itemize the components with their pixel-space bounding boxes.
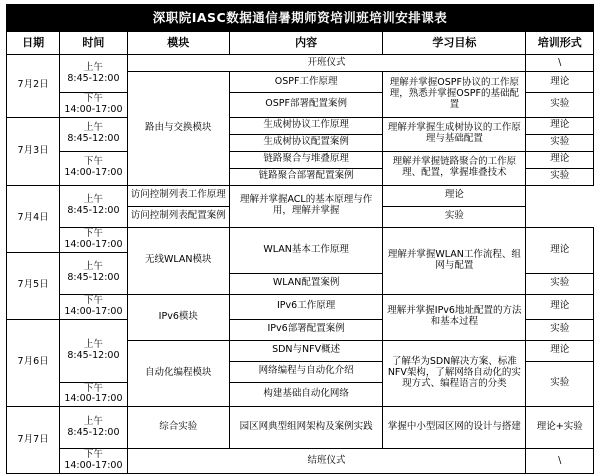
time-period-label: 下午 [83,382,103,394]
date-cell-0707: 7月7日 [7,407,60,474]
content-cell: SDN与NFV概述 [229,340,382,361]
goal-cell: 理解并掌握ACL的基本原理与作用，理解并掌握 [229,185,382,227]
table-header-row [7,32,594,55]
column-header-date: 日期 [7,32,60,55]
table-row [7,407,594,428]
table-row [7,294,594,319]
content-cell: 生成树协议工作原理 [229,117,382,134]
table-row [7,185,594,206]
content-cell: IPv6工作原理 [229,294,382,319]
time-cell-am [60,252,127,294]
format-cell: \ [526,55,594,72]
format-cell: 理论 [526,117,594,134]
content-cell: WLAN基本工作原理 [229,227,382,273]
content-cell: 网络编程与自动化介绍 [229,361,382,382]
format-cell: 理论 [526,151,594,168]
table-row [7,117,594,134]
content-cell: OSPF工作原理 [229,72,382,93]
format-cell: \ [526,449,594,474]
column-header-module: 模块 [127,32,229,55]
format-cell: 实验 [526,361,594,407]
time-cell-pm [60,227,127,252]
column-header-content: 内容 [229,32,382,55]
time-period-label: 下午 [83,93,103,104]
time-hours-label: 14:00-17:00 [64,460,123,472]
date-cell-0704: 7月4日 [7,185,60,252]
time-period-label: 下午 [83,156,103,168]
format-cell: 实验 [526,168,594,185]
module-cell-automation: 自动化编程模块 [127,340,229,407]
goal-cell: 理解并掌握IPv6地址配置的方法和基本过程 [383,294,526,340]
column-header-format: 培训形式 [526,32,594,55]
module-cell-routing-switching: 路由与交换模块 [127,72,229,186]
content-cell: 生成树协议配置案例 [229,134,382,151]
content-cell: 链路聚合与堆叠原理 [229,151,382,168]
page-title: 深职院IASC数据通信暑期师资培训班培训安排课表 [6,4,594,31]
module-cell-comprehensive: 综合实验 [127,407,229,449]
format-cell: 理论 [526,294,594,319]
time-hours-label: 8:45-12:00 [67,205,120,217]
time-period-label: 上午 [83,61,103,73]
time-hours-label: 8:45-12:00 [67,349,120,361]
time-period-label: 下午 [83,294,103,306]
time-period-label: 下午 [83,449,103,461]
time-hours-label: 8:45-12:00 [67,72,120,84]
date-cell-0703: 7月3日 [7,117,60,185]
time-cell-am [60,319,127,382]
time-period-label: 上午 [83,338,103,350]
time-cell-am [60,55,127,93]
column-header-goal: 学习目标 [383,32,526,55]
table-row [7,449,594,474]
time-hours-label: 14:00-17:00 [64,393,123,405]
content-cell: 链路聚合部署配置案例 [229,168,382,185]
time-period-label: 上午 [83,261,103,273]
time-cell-am [60,117,127,151]
time-hours-label: 8:45-12:00 [67,426,120,438]
goal-cell: 理解并掌握链路聚合的工作原理、配置，掌握堆叠技术 [383,151,526,185]
table-header [7,32,594,55]
time-hours-label: 14:00-17:00 [64,305,123,317]
content-cell: 构建基础自动化网络 [229,382,382,407]
format-cell: 理论 [383,185,526,206]
module-cell-wlan: 无线WLAN模块 [127,227,229,294]
opening-ceremony-cell: 开班仪式 [127,55,526,72]
format-cell: 理论 [526,340,594,361]
time-period-label: 上午 [83,194,103,206]
table-row [7,151,594,168]
table-row [7,55,594,72]
format-cell: 实验 [526,134,594,151]
column-header-time: 时间 [60,32,127,55]
format-cell: 实验 [526,273,594,294]
format-cell: 实验 [383,206,526,227]
time-cell-am [60,185,127,227]
date-cell-0702: 7月2日 [7,55,60,118]
time-period-label: 下午 [83,227,103,239]
time-cell-pm [60,449,127,474]
table-row [7,227,594,252]
format-cell: 理论 [526,72,594,93]
content-cell: 访问控制列表工作原理 [127,185,229,206]
content-cell: IPv6部署配置案例 [229,319,382,340]
schedule-table [6,31,594,474]
module-cell-ipv6: IPv6模块 [127,294,229,340]
content-cell: 园区网典型组网架构及案例实践 [229,407,382,449]
format-cell: 理论 [526,227,594,273]
time-cell-am [60,407,127,449]
goal-cell: 掌握中小型园区网的设计与搭建 [383,407,526,449]
content-cell: 访问控制列表配置案例 [127,206,229,227]
time-cell-pm [60,382,127,407]
date-cell-0705: 7月5日 [7,252,60,319]
time-cell-pm [60,294,127,319]
time-hours-label: 14:00-17:00 [64,167,123,179]
content-cell: WLAN配置案例 [229,273,382,294]
time-cell-pm [60,93,127,118]
time-hours-label: 14:00-17:00 [64,238,123,250]
date-cell-0706: 7月6日 [7,319,60,407]
goal-cell: 理解并掌握生成树协议的工作原理与基础配置 [383,117,526,151]
table-body [7,55,594,474]
time-hours-label: 8:45-12:00 [67,133,120,145]
time-period-label: 上午 [83,122,103,134]
format-cell: 实验 [526,93,594,118]
content-cell: OSPF部署配置案例 [229,93,382,118]
goal-cell: 了解华为SDN解决方案、标准NFV架构，了解网络自动化的实现方式、编程语言的分类 [383,340,526,407]
time-cell-pm [60,151,127,185]
format-cell: 实验 [526,319,594,340]
format-cell: 理论+实验 [526,407,594,449]
goal-cell: 理解并掌握OSPF协议的工作原理，熟悉并掌握OSPF的基础配置 [383,72,526,118]
closing-ceremony-cell: 结班仪式 [127,449,526,474]
time-period-label: 上午 [83,415,103,427]
time-hours-label: 8:45-12:00 [67,272,120,284]
goal-cell: 理解并掌握WLAN工作流程、组网与配置 [383,227,526,294]
time-hours-label: 14:00-17:00 [64,103,123,115]
